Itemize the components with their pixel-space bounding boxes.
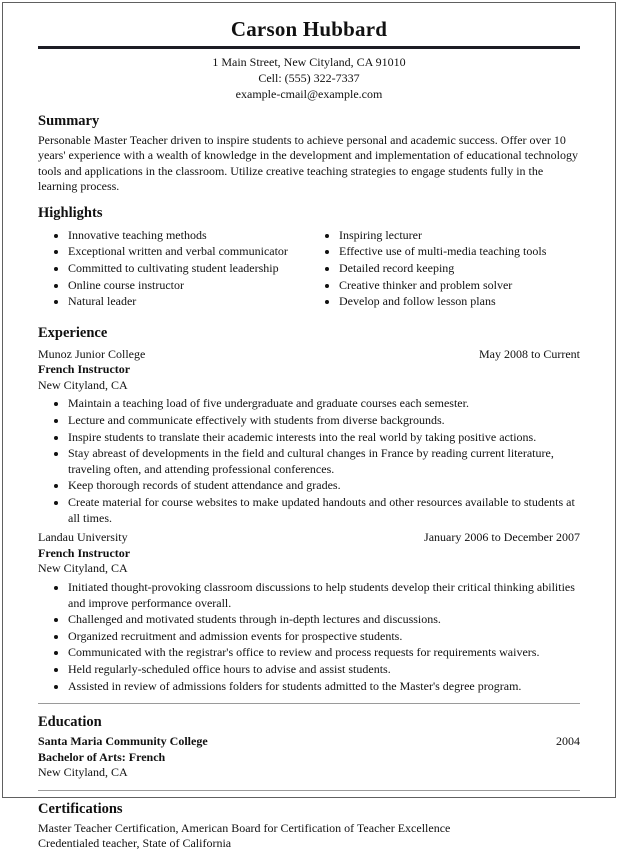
job-bullet: • Maintain a teaching load of five undergraduate and graduate courses each semester. — [68, 396, 580, 412]
certifications-section — [38, 790, 580, 852]
summary-section — [38, 112, 580, 195]
job-bullet: • Lecture and communicate effectively with students from diverse backgrounds. — [68, 413, 580, 429]
highlight-item: • Inspiring lecturer — [339, 228, 580, 244]
job-header — [38, 347, 580, 363]
highlight-item: • Creative thinker and problem solver — [339, 278, 580, 294]
job-bullet: • Create material for course websites to make updated handouts and other resources available to students at all times. — [68, 495, 580, 526]
education-degree: Bachelor of Arts: French — [38, 749, 166, 764]
job-employer: Landau University — [38, 530, 128, 545]
education-heading: Education — [38, 714, 102, 731]
job-header — [38, 530, 580, 546]
job-bullet: • Inspire students to translate their academic interests into the real world by taking positive actions. — [68, 430, 580, 446]
education-header — [38, 734, 580, 750]
job-location: New Cityland, CA — [38, 561, 128, 576]
job-dates: May 2008 to Current — [479, 346, 580, 361]
highlight-item: • Natural leader — [68, 294, 309, 310]
job-bullet: • Organized recruitment and admission events for prospective students. — [68, 629, 580, 645]
job-employer: Munoz Junior College — [38, 346, 146, 361]
highlights-left-list — [38, 228, 309, 311]
certification-item: Master Teacher Certification, American Board for Certification of Teacher Excellence — [38, 820, 451, 835]
experience-heading: Experience — [38, 324, 108, 341]
job-bullet-list — [38, 580, 580, 694]
job-bullet: • Held regularly-scheduled office hours to advise and assist students. — [68, 662, 580, 678]
summary-heading: Summary — [38, 112, 100, 129]
education-section — [38, 703, 580, 781]
job-bullet: • Keep thorough records of student attendance and grades. — [68, 478, 580, 494]
job-bullet: • Stay abreast of developments in the field and cultural changes in France by reading current literature, traveling often, and attending professional conferences. — [68, 446, 580, 477]
highlight-item: • Innovative teaching methods — [68, 228, 309, 244]
job-entry — [38, 530, 580, 694]
person-name: Carson Hubbard — [230, 17, 388, 41]
job-bullet-list — [38, 396, 580, 526]
job-title: French Instructor — [38, 545, 131, 560]
job-bullet: • Communicated with the registrar's office to review and process requests for requirements waivers. — [68, 645, 580, 661]
highlight-item: • Effective use of multi-media teaching tools — [339, 244, 580, 260]
resume-header — [38, 16, 580, 103]
highlight-item: • Exceptional written and verbal communicator — [68, 244, 309, 260]
highlights-section — [38, 204, 580, 315]
certifications-heading: Certifications — [38, 800, 123, 817]
certification-item: Credentialed teacher, State of California — [38, 836, 232, 851]
job-location: New Cityland, CA — [38, 377, 128, 392]
address-line: 1 Main Street, New Cityland, CA 91010 — [212, 55, 406, 70]
job-bullet: • Assisted in review of admissions folders for students admitted to the Master's degree program. — [68, 679, 580, 695]
experience-section — [38, 324, 580, 694]
summary-text: Personable Master Teacher driven to inspire students to achieve personal and academic success. Offer over 10 years' experience with a wealth of knowledge in the development and implementation of educational technology tools and applications in the classroom. Utilize creative teaching strategies to engage students fully in the learning process. — [38, 132, 578, 194]
education-school: Santa Maria Community College — [38, 733, 208, 748]
phone-line: Cell: (555) 322-7337 — [258, 71, 360, 86]
job-bullet: • Challenged and motivated students through in-depth lectures and discussions. — [68, 612, 580, 628]
job-bullet: • Initiated thought-provoking classroom discussions to help students develop their critical thinking abilities and improve performance overall. — [68, 580, 580, 611]
highlights-heading: Highlights — [38, 205, 103, 221]
education-location: New Cityland, CA — [38, 765, 128, 780]
header-divider — [38, 46, 580, 49]
job-title: French Instructor — [38, 362, 131, 377]
highlight-item: • Online course instructor — [68, 278, 309, 294]
highlight-item: • Committed to cultivating student leadership — [68, 261, 309, 277]
education-year: 2004 — [556, 733, 580, 748]
contact-block — [38, 55, 580, 102]
highlight-item: • Detailed record keeping — [339, 261, 580, 277]
job-entry — [38, 347, 580, 527]
job-dates: January 2006 to December 2007 — [424, 530, 580, 545]
email-line: example-cmail@example.com — [235, 86, 383, 101]
highlight-item: • Develop and follow lesson plans — [339, 294, 580, 310]
highlights-right-list — [309, 228, 580, 311]
highlights-columns — [38, 225, 580, 315]
